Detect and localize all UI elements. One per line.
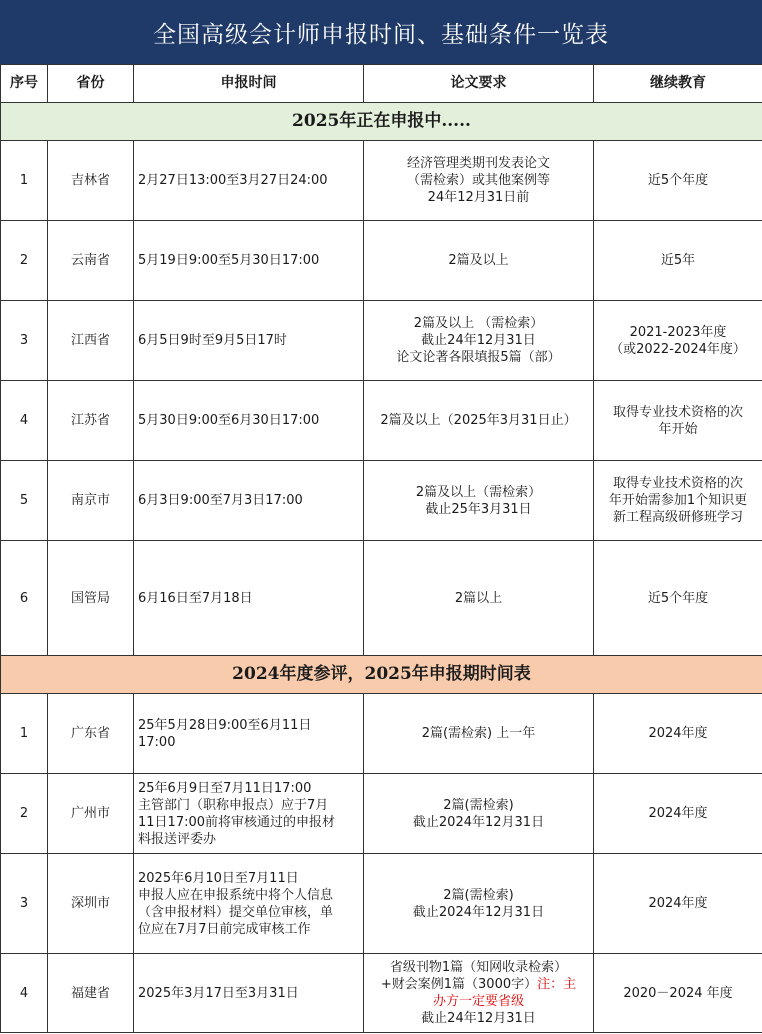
main-table — [0, 64, 762, 1033]
row-number: 6 — [1, 541, 48, 656]
row-number: 3 — [1, 301, 48, 381]
row-province: 深圳市 — [48, 854, 134, 954]
paper-text: 省级刊物1篇（知网收录检索） +财会案例1篇（3000字） — [380, 960, 568, 992]
row-number: 4 — [1, 954, 48, 1033]
row-province: 广州市 — [48, 774, 134, 854]
row-time: 6月5日9时至9月5日17时 — [134, 301, 364, 381]
row-time: 5月30日9:00至6月30日17:00 — [134, 381, 364, 461]
row-education: 取得专业技术资格的次 年开始 — [594, 381, 762, 461]
header-row — [1, 65, 762, 103]
paper-deadline: 截止24年12月31日 — [421, 1011, 536, 1026]
row-time: 5月19日9:00至5月30日17:00 — [134, 221, 364, 301]
row-province: 云南省 — [48, 221, 134, 301]
row-number: 4 — [1, 381, 48, 461]
row-number: 1 — [1, 141, 48, 221]
header-paper: 论文要求 — [364, 65, 594, 103]
header-no: 序号 — [1, 65, 48, 103]
table-row — [1, 954, 762, 1033]
row-education: 取得专业技术资格的次 年开始需参加1个知识更 新工程高级研修班学习 — [594, 461, 762, 541]
row-paper: 2篇及以上 （需检索） 截止24年12月31日 论文论著各限填报5篇（部） — [364, 301, 594, 381]
table-row — [1, 541, 762, 656]
row-paper: 2篇以上 — [364, 541, 594, 656]
row-number: 2 — [1, 221, 48, 301]
row-education: 近5年 — [594, 221, 762, 301]
header-province: 省份 — [48, 65, 134, 103]
row-number: 2 — [1, 774, 48, 854]
section-heading-2025 — [1, 103, 762, 141]
row-time: 6月3日9:00至7月3日17:00 — [134, 461, 364, 541]
row-education: 2024年度 — [594, 694, 762, 774]
table-row — [1, 141, 762, 221]
row-education: 2020－2024 年度 — [594, 954, 762, 1033]
section-title: 2025年正在申报中..... — [1, 103, 762, 141]
row-province: 国管局 — [48, 541, 134, 656]
table-row — [1, 854, 762, 954]
page-title: 全国高级会计师申报时间、基础条件一览表 — [0, 0, 762, 64]
table-row — [1, 694, 762, 774]
row-paper: 2篇及以上（需检索） 截止25年3月31日 — [364, 461, 594, 541]
row-time: 2025年3月17日至3月31日 — [134, 954, 364, 1033]
row-province: 广东省 — [48, 694, 134, 774]
row-paper: 2篇(需检索) 截止2024年12月31日 — [364, 774, 594, 854]
section-title: 2024年度参评，2025年申报期时间表 — [1, 656, 762, 694]
section-heading-2024 — [1, 656, 762, 694]
table-row — [1, 221, 762, 301]
table-row — [1, 461, 762, 541]
row-paper: 2篇(需检索) 截止2024年12月31日 — [364, 854, 594, 954]
row-education: 2021-2023年度 （或2022-2024年度） — [594, 301, 762, 381]
row-number: 5 — [1, 461, 48, 541]
header-time: 申报时间 — [134, 65, 364, 103]
row-education: 2024年度 — [594, 774, 762, 854]
row-paper — [364, 954, 594, 1033]
row-province: 江西省 — [48, 301, 134, 381]
row-education: 2024年度 — [594, 854, 762, 954]
row-province: 南京市 — [48, 461, 134, 541]
row-time: 2025年6月10日至7月11日 申报人应在申报系统中将个人信息 （含申报材料）提交单位审核，单 位应在7月7日前完成审核工作 — [134, 854, 364, 954]
row-paper: 2篇及以上（2025年3月31日止） — [364, 381, 594, 461]
row-paper: 2篇(需检索) 上一年 — [364, 694, 594, 774]
row-paper: 2篇及以上 — [364, 221, 594, 301]
table-row — [1, 381, 762, 461]
row-education: 近5个年度 — [594, 541, 762, 656]
table-row — [1, 774, 762, 854]
paper-note: 注：主 办方一定要省级 — [432, 977, 577, 1009]
row-time: 25年6月9日至7月11日17:00 主管部门（职称申报点）应于7月 11日17:00前将审核通过的申报材 料报送评委办 — [134, 774, 364, 854]
row-province: 福建省 — [48, 954, 134, 1033]
row-number: 1 — [1, 694, 48, 774]
row-time: 2月27日13:00至3月27日24:00 — [134, 141, 364, 221]
header-education: 继续教育 — [594, 65, 762, 103]
row-number: 3 — [1, 854, 48, 954]
row-time: 25年5月28日9:00至6月11日 17:00 — [134, 694, 364, 774]
row-paper: 经济管理类期刊发表论文 （需检索）或其他案例等 24年12月31日前 — [364, 141, 594, 221]
row-province: 江苏省 — [48, 381, 134, 461]
row-time: 6月16日至7月18日 — [134, 541, 364, 656]
row-education: 近5个年度 — [594, 141, 762, 221]
table-row — [1, 301, 762, 381]
row-province: 吉林省 — [48, 141, 134, 221]
